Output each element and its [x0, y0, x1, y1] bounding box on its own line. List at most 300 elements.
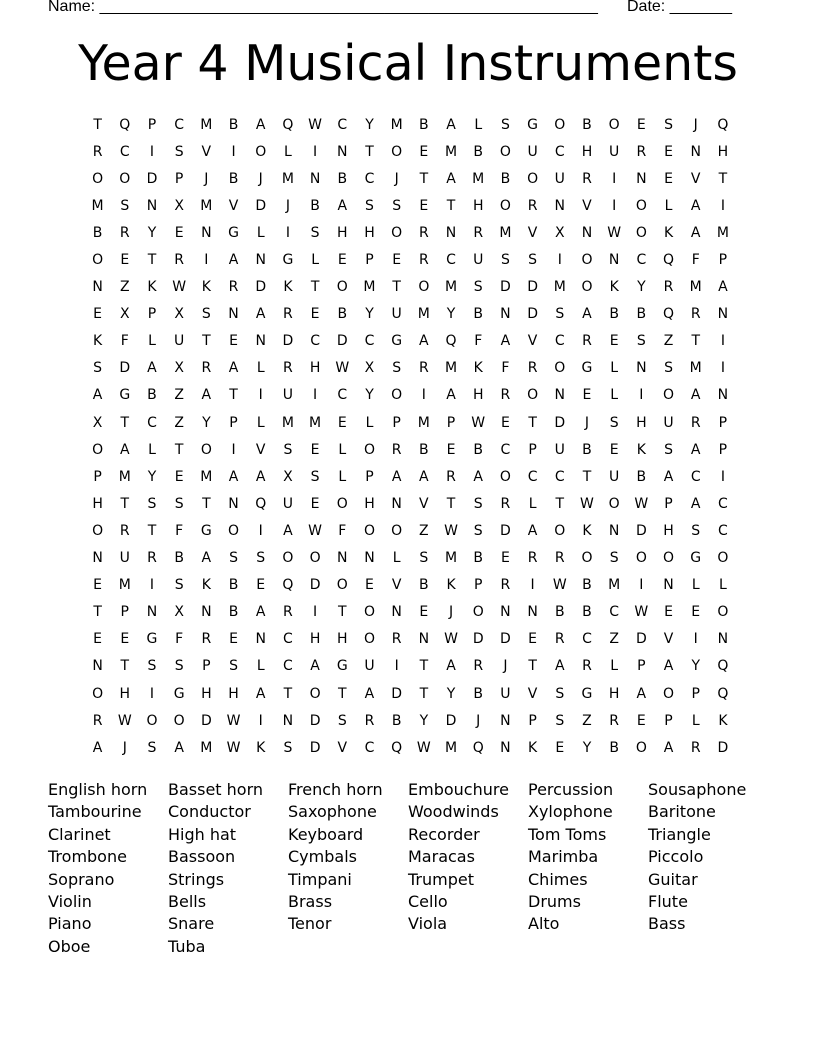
grid-letter[interactable]: G: [228, 224, 239, 241]
grid-letter[interactable]: L: [338, 441, 347, 458]
grid-letter[interactable]: D: [119, 360, 131, 377]
grid-letter[interactable]: M: [118, 577, 131, 594]
grid-letter[interactable]: C: [554, 333, 565, 350]
grid-letter[interactable]: J: [476, 712, 481, 729]
grid-letter[interactable]: X: [554, 224, 565, 241]
grid-letter[interactable]: D: [717, 739, 729, 756]
grid-letter[interactable]: B: [473, 685, 484, 702]
grid-letter[interactable]: L: [610, 387, 619, 404]
grid-letter[interactable]: S: [93, 360, 103, 377]
grid-letter[interactable]: R: [228, 279, 239, 296]
grid-letter[interactable]: A: [663, 739, 674, 756]
grid-letter[interactable]: M: [200, 197, 213, 214]
grid-letter[interactable]: S: [691, 522, 701, 539]
grid-letter[interactable]: D: [500, 522, 511, 539]
grid-letter[interactable]: T: [120, 658, 130, 675]
grid-letter[interactable]: E: [365, 577, 374, 594]
grid-letter[interactable]: C: [718, 495, 728, 512]
grid-letter[interactable]: A: [255, 604, 266, 621]
grid-letter[interactable]: P: [365, 252, 374, 269]
grid-letter[interactable]: H: [92, 495, 103, 512]
grid-letter[interactable]: A: [228, 252, 239, 269]
grid-letter[interactable]: Y: [637, 279, 646, 296]
grid-letter[interactable]: R: [92, 712, 103, 729]
grid-letter[interactable]: W: [634, 604, 649, 621]
grid-letter[interactable]: S: [392, 197, 402, 214]
grid-letter[interactable]: G: [690, 550, 702, 567]
grid-letter[interactable]: T: [718, 170, 728, 187]
grid-letter[interactable]: G: [391, 333, 403, 350]
grid-letter[interactable]: C: [582, 631, 592, 648]
grid-letter[interactable]: A: [690, 495, 701, 512]
grid-letter[interactable]: N: [500, 306, 511, 323]
grid-letter[interactable]: O: [363, 522, 375, 539]
grid-letter[interactable]: D: [554, 414, 566, 431]
grid-letter[interactable]: S: [528, 252, 538, 269]
grid-letter[interactable]: O: [391, 143, 403, 160]
grid-letter[interactable]: O: [717, 604, 729, 621]
grid-letter[interactable]: E: [174, 224, 184, 241]
grid-letter[interactable]: B: [228, 577, 239, 594]
grid-letter[interactable]: D: [255, 279, 267, 296]
grid-letter[interactable]: P: [365, 468, 374, 485]
grid-letter[interactable]: H: [309, 360, 321, 377]
grid-letter[interactable]: A: [337, 197, 348, 214]
grid-letter[interactable]: P: [528, 712, 537, 729]
grid-letter[interactable]: X: [174, 360, 184, 377]
grid-letter[interactable]: S: [310, 224, 320, 241]
grid-letter[interactable]: U: [282, 387, 294, 404]
grid-letter[interactable]: A: [228, 360, 239, 377]
grid-letter[interactable]: D: [635, 631, 647, 648]
grid-letter[interactable]: X: [364, 360, 375, 377]
grid-letter[interactable]: M: [200, 468, 213, 485]
grid-letter[interactable]: M: [608, 577, 621, 594]
grid-letter[interactable]: R: [527, 550, 538, 567]
grid-letter[interactable]: B: [500, 170, 511, 187]
grid-letter[interactable]: Q: [391, 739, 403, 756]
grid-letter[interactable]: N: [391, 495, 402, 512]
grid-letter[interactable]: J: [204, 170, 209, 187]
grid-letter[interactable]: I: [313, 143, 318, 160]
grid-letter[interactable]: R: [500, 495, 511, 512]
grid-letter[interactable]: N: [146, 197, 158, 214]
grid-letter[interactable]: O: [336, 279, 348, 296]
grid-letter[interactable]: C: [609, 604, 620, 621]
grid-letter[interactable]: F: [120, 333, 129, 350]
grid-letter[interactable]: C: [364, 333, 375, 350]
grid-letter[interactable]: B: [337, 306, 348, 323]
grid-letter[interactable]: S: [636, 333, 646, 350]
grid-letter[interactable]: A: [283, 522, 293, 539]
grid-letter[interactable]: M: [444, 143, 458, 160]
grid-letter[interactable]: K: [663, 224, 674, 241]
grid-letter[interactable]: X: [92, 414, 103, 431]
grid-letter[interactable]: W: [308, 522, 323, 539]
grid-letter[interactable]: O: [255, 143, 267, 160]
grid-letter[interactable]: N: [608, 522, 620, 539]
grid-letter[interactable]: P: [664, 712, 673, 729]
grid-letter[interactable]: U: [364, 658, 375, 675]
grid-letter[interactable]: V: [201, 143, 212, 160]
grid-letter[interactable]: Q: [445, 333, 457, 350]
grid-letter[interactable]: A: [690, 387, 701, 404]
grid-letter[interactable]: J: [394, 170, 399, 187]
grid-letter[interactable]: L: [474, 116, 483, 133]
grid-letter[interactable]: B: [174, 550, 184, 567]
grid-letter[interactable]: D: [472, 631, 484, 648]
grid-letter[interactable]: S: [664, 441, 673, 458]
grid-letter[interactable]: C: [283, 658, 293, 675]
grid-letter[interactable]: M: [200, 739, 213, 756]
grid-letter[interactable]: T: [202, 333, 211, 350]
grid-letter[interactable]: C: [500, 441, 511, 458]
grid-letter[interactable]: K: [718, 712, 728, 729]
grid-letter[interactable]: S: [609, 550, 619, 567]
grid-letter[interactable]: O: [92, 522, 104, 539]
grid-letter[interactable]: V: [582, 197, 592, 214]
grid-letter[interactable]: D: [527, 279, 538, 296]
grid-letter[interactable]: C: [636, 252, 647, 269]
grid-letter[interactable]: M: [444, 739, 458, 756]
grid-letter[interactable]: A: [527, 522, 538, 539]
grid-letter[interactable]: S: [609, 414, 619, 431]
grid-letter[interactable]: C: [718, 522, 728, 539]
grid-letter[interactable]: B: [228, 116, 239, 133]
grid-letter[interactable]: K: [609, 279, 619, 296]
grid-letter[interactable]: T: [147, 522, 157, 539]
grid-letter[interactable]: A: [690, 224, 701, 241]
grid-letter[interactable]: H: [309, 631, 321, 648]
grid-letter[interactable]: N: [717, 631, 729, 648]
grid-letter[interactable]: N: [636, 170, 647, 187]
grid-letter[interactable]: B: [228, 604, 239, 621]
grid-letter[interactable]: N: [146, 604, 158, 621]
grid-letter[interactable]: I: [421, 387, 426, 404]
grid-letter[interactable]: N: [255, 631, 266, 648]
grid-letter[interactable]: B: [582, 577, 592, 594]
grid-letter[interactable]: X: [174, 197, 184, 214]
grid-letter[interactable]: O: [363, 604, 375, 621]
grid-letter[interactable]: G: [146, 631, 158, 648]
grid-letter[interactable]: T: [338, 685, 347, 702]
grid-letter[interactable]: B: [636, 306, 647, 323]
grid-letter[interactable]: O: [527, 170, 539, 187]
grid-letter[interactable]: I: [720, 468, 725, 485]
grid-letter[interactable]: U: [609, 468, 620, 485]
grid-letter[interactable]: N: [201, 604, 212, 621]
grid-letter[interactable]: T: [174, 441, 184, 458]
grid-letter[interactable]: B: [419, 577, 429, 594]
grid-letter[interactable]: C: [364, 739, 375, 756]
grid-letter[interactable]: W: [117, 712, 132, 729]
grid-letter[interactable]: I: [149, 143, 155, 160]
grid-letter[interactable]: N: [554, 387, 566, 404]
grid-letter[interactable]: E: [636, 116, 646, 133]
grid-letter[interactable]: A: [718, 279, 728, 296]
grid-letter[interactable]: Y: [419, 712, 429, 729]
grid-letter[interactable]: C: [337, 116, 348, 133]
grid-letter[interactable]: H: [337, 631, 348, 648]
grid-letter[interactable]: E: [419, 143, 429, 160]
grid-letter[interactable]: N: [500, 712, 511, 729]
grid-letter[interactable]: S: [201, 306, 211, 323]
grid-letter[interactable]: E: [120, 631, 130, 648]
grid-letter[interactable]: U: [609, 143, 620, 160]
grid-letter[interactable]: B: [310, 197, 320, 214]
grid-letter[interactable]: P: [229, 414, 238, 431]
grid-letter[interactable]: E: [609, 333, 619, 350]
grid-letter[interactable]: R: [690, 739, 701, 756]
grid-letter[interactable]: O: [200, 441, 212, 458]
grid-letter[interactable]: E: [500, 550, 510, 567]
grid-letter[interactable]: R: [690, 414, 701, 431]
grid-letter[interactable]: N: [527, 604, 538, 621]
grid-letter[interactable]: K: [283, 279, 293, 296]
grid-letter[interactable]: A: [92, 387, 103, 404]
grid-letter[interactable]: F: [338, 522, 347, 539]
grid-letter[interactable]: K: [256, 739, 266, 756]
grid-letter[interactable]: X: [119, 306, 130, 323]
grid-letter[interactable]: P: [637, 658, 646, 675]
grid-letter[interactable]: T: [365, 143, 374, 160]
grid-letter[interactable]: I: [258, 387, 263, 404]
grid-letter[interactable]: N: [337, 550, 348, 567]
grid-letter[interactable]: U: [391, 306, 402, 323]
grid-letter[interactable]: D: [500, 631, 511, 648]
grid-letter[interactable]: V: [690, 170, 701, 187]
grid-letter[interactable]: N: [255, 333, 266, 350]
grid-letter[interactable]: I: [231, 143, 236, 160]
grid-letter[interactable]: O: [663, 550, 675, 567]
grid-letter[interactable]: E: [310, 495, 320, 512]
grid-letter[interactable]: H: [364, 224, 375, 241]
grid-letter[interactable]: D: [309, 712, 321, 729]
grid-letter[interactable]: N: [391, 604, 402, 621]
grid-letter[interactable]: Q: [282, 577, 294, 594]
grid-letter[interactable]: S: [256, 550, 266, 567]
grid-letter[interactable]: N: [690, 143, 701, 160]
grid-letter[interactable]: U: [174, 333, 185, 350]
grid-letter[interactable]: R: [582, 333, 592, 350]
grid-letter[interactable]: Y: [365, 306, 374, 323]
grid-letter[interactable]: W: [444, 522, 458, 539]
grid-letter[interactable]: C: [174, 116, 185, 133]
grid-letter[interactable]: A: [174, 739, 184, 756]
grid-letter[interactable]: A: [446, 387, 456, 404]
grid-letter[interactable]: T: [93, 116, 102, 133]
grid-letter[interactable]: B: [391, 712, 402, 729]
grid-letter[interactable]: R: [201, 360, 212, 377]
grid-letter[interactable]: I: [231, 441, 236, 458]
grid-letter[interactable]: R: [500, 577, 511, 594]
grid-letter[interactable]: H: [201, 685, 212, 702]
grid-letter[interactable]: A: [92, 739, 103, 756]
grid-letter[interactable]: O: [391, 224, 403, 241]
grid-letter[interactable]: Y: [691, 658, 700, 675]
grid-letter[interactable]: M: [281, 170, 294, 187]
grid-letter[interactable]: I: [720, 360, 725, 377]
grid-letter[interactable]: P: [446, 414, 456, 431]
grid-letter[interactable]: O: [336, 577, 348, 594]
grid-letter[interactable]: W: [580, 495, 594, 512]
grid-letter[interactable]: M: [444, 550, 458, 567]
grid-letter[interactable]: M: [200, 116, 213, 133]
grid-letter[interactable]: E: [419, 604, 429, 621]
grid-letter[interactable]: A: [228, 468, 239, 485]
grid-letter[interactable]: H: [663, 522, 674, 539]
grid-letter[interactable]: N: [636, 360, 647, 377]
grid-letter[interactable]: O: [92, 441, 104, 458]
grid-letter[interactable]: C: [554, 143, 565, 160]
grid-letter[interactable]: O: [363, 631, 375, 648]
grid-letter[interactable]: D: [445, 712, 457, 729]
grid-letter[interactable]: V: [337, 739, 348, 756]
grid-letter[interactable]: V: [419, 495, 429, 512]
grid-letter[interactable]: D: [527, 306, 538, 323]
grid-letter[interactable]: G: [336, 658, 348, 675]
grid-letter[interactable]: T: [691, 333, 700, 350]
grid-letter[interactable]: S: [283, 441, 293, 458]
grid-letter[interactable]: L: [365, 414, 374, 431]
grid-letter[interactable]: W: [552, 577, 567, 594]
grid-letter[interactable]: E: [582, 387, 592, 404]
grid-letter[interactable]: M: [689, 279, 702, 296]
grid-letter[interactable]: E: [310, 306, 320, 323]
grid-letter[interactable]: L: [691, 712, 700, 729]
grid-letter[interactable]: C: [554, 468, 565, 485]
grid-letter[interactable]: L: [256, 658, 265, 675]
grid-letter[interactable]: C: [527, 468, 538, 485]
grid-letter[interactable]: S: [664, 116, 673, 133]
grid-letter[interactable]: S: [147, 739, 157, 756]
grid-letter[interactable]: N: [228, 495, 239, 512]
grid-letter[interactable]: K: [201, 279, 211, 296]
grid-letter[interactable]: V: [255, 441, 266, 458]
grid-letter[interactable]: C: [337, 387, 348, 404]
grid-letter[interactable]: S: [147, 495, 157, 512]
grid-letter[interactable]: M: [444, 279, 458, 296]
grid-letter[interactable]: X: [283, 468, 293, 485]
grid-letter[interactable]: T: [446, 197, 456, 214]
grid-letter[interactable]: A: [147, 360, 157, 377]
grid-letter[interactable]: J: [503, 658, 508, 675]
grid-letter[interactable]: A: [690, 441, 701, 458]
grid-letter[interactable]: O: [418, 279, 430, 296]
grid-letter[interactable]: R: [119, 224, 130, 241]
grid-letter[interactable]: R: [582, 170, 592, 187]
grid-letter[interactable]: W: [607, 224, 622, 241]
grid-letter[interactable]: J: [448, 604, 454, 621]
grid-letter[interactable]: A: [554, 658, 565, 675]
grid-letter[interactable]: O: [391, 522, 403, 539]
grid-letter[interactable]: K: [528, 739, 538, 756]
grid-letter[interactable]: E: [664, 170, 673, 187]
grid-letter[interactable]: Q: [663, 252, 675, 269]
grid-letter[interactable]: I: [639, 387, 644, 404]
grid-letter[interactable]: E: [691, 604, 701, 621]
grid-letter[interactable]: E: [419, 197, 429, 214]
grid-letter[interactable]: M: [118, 468, 131, 485]
grid-letter[interactable]: I: [258, 522, 263, 539]
grid-letter[interactable]: N: [201, 224, 212, 241]
grid-letter[interactable]: C: [119, 143, 130, 160]
grid-letter[interactable]: R: [663, 279, 674, 296]
grid-letter[interactable]: A: [255, 306, 266, 323]
grid-letter[interactable]: S: [555, 306, 565, 323]
grid-letter[interactable]: R: [201, 631, 212, 648]
grid-letter[interactable]: I: [394, 658, 399, 675]
grid-letter[interactable]: O: [635, 550, 647, 567]
grid-letter[interactable]: O: [146, 712, 158, 729]
grid-letter[interactable]: S: [310, 468, 320, 485]
grid-letter[interactable]: T: [392, 279, 401, 296]
grid-letter[interactable]: O: [581, 252, 593, 269]
grid-letter[interactable]: W: [634, 495, 649, 512]
grid-letter[interactable]: P: [691, 685, 700, 702]
grid-letter[interactable]: N: [608, 252, 620, 269]
grid-letter[interactable]: P: [120, 604, 129, 621]
grid-letter[interactable]: O: [581, 279, 593, 296]
grid-letter[interactable]: L: [256, 414, 265, 431]
grid-letter[interactable]: O: [663, 387, 675, 404]
grid-letter[interactable]: P: [718, 252, 728, 269]
grid-letter[interactable]: S: [174, 143, 184, 160]
grid-letter[interactable]: A: [364, 685, 375, 702]
grid-letter[interactable]: G: [527, 116, 539, 133]
grid-letter[interactable]: I: [720, 197, 725, 214]
grid-letter[interactable]: B: [228, 170, 239, 187]
grid-letter[interactable]: M: [553, 279, 566, 296]
grid-letter[interactable]: L: [338, 468, 347, 485]
grid-letter[interactable]: O: [717, 550, 729, 567]
grid-letter[interactable]: T: [310, 279, 320, 296]
grid-letter[interactable]: I: [313, 604, 318, 621]
grid-letter[interactable]: T: [419, 658, 429, 675]
grid-letter[interactable]: C: [310, 333, 320, 350]
grid-letter[interactable]: Y: [365, 116, 374, 133]
grid-letter[interactable]: O: [608, 495, 620, 512]
grid-letter[interactable]: Z: [609, 631, 619, 648]
grid-letter[interactable]: V: [527, 333, 538, 350]
grid-letter[interactable]: E: [392, 252, 402, 269]
grid-letter[interactable]: A: [446, 170, 456, 187]
grid-letter[interactable]: O: [527, 387, 539, 404]
grid-letter[interactable]: Y: [147, 224, 157, 241]
grid-letter[interactable]: A: [419, 468, 429, 485]
grid-letter[interactable]: T: [528, 658, 537, 675]
grid-letter[interactable]: A: [690, 197, 701, 214]
grid-letter[interactable]: S: [365, 197, 374, 214]
grid-letter[interactable]: Q: [255, 495, 267, 512]
grid-letter[interactable]: M: [499, 224, 512, 241]
grid-letter[interactable]: E: [636, 712, 646, 729]
grid-letter[interactable]: F: [175, 631, 184, 648]
grid-letter[interactable]: O: [228, 522, 240, 539]
grid-letter[interactable]: O: [635, 739, 647, 756]
grid-letter[interactable]: R: [527, 360, 538, 377]
grid-letter[interactable]: B: [554, 604, 565, 621]
grid-letter[interactable]: D: [282, 333, 294, 350]
grid-letter[interactable]: W: [335, 360, 350, 377]
grid-letter[interactable]: S: [120, 197, 130, 214]
grid-letter[interactable]: P: [202, 658, 211, 675]
grid-letter[interactable]: Z: [174, 387, 184, 404]
grid-letter[interactable]: D: [200, 712, 212, 729]
grid-letter[interactable]: T: [202, 495, 211, 512]
grid-letter[interactable]: N: [309, 170, 321, 187]
grid-letter[interactable]: I: [285, 224, 290, 241]
